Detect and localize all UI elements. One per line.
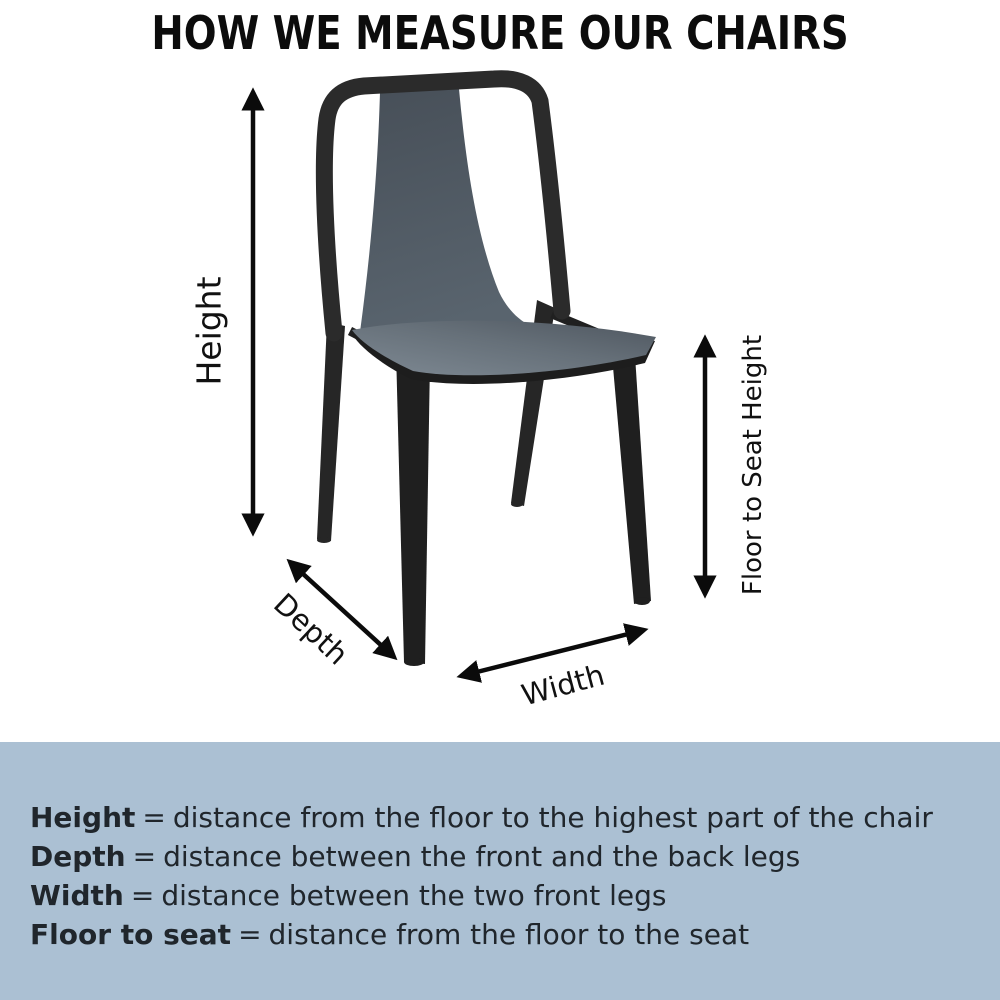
definition-row-height	[30, 798, 1000, 837]
chair-foot	[511, 501, 523, 507]
definition-term: Depth	[30, 840, 126, 873]
chair-illustration	[317, 79, 656, 666]
chair-leg-front-right	[610, 333, 651, 604]
width-arrow	[461, 630, 644, 676]
definition-text: distance from the floor to the seat	[268, 918, 750, 951]
definition-text: distance between the front and the back legs	[163, 840, 801, 873]
equals-sign: =	[238, 918, 262, 951]
chair-leg-front-left	[396, 350, 430, 664]
definition-term: Height	[30, 801, 136, 834]
definition-row-floor-to-seat	[30, 915, 1000, 954]
definition-text: distance from the floor to the highest part of the chair	[172, 801, 933, 834]
definition-text: distance between the two front legs	[161, 879, 667, 912]
equals-sign: =	[130, 879, 155, 912]
depth-label: Depth	[267, 586, 355, 672]
chair-foot	[404, 658, 424, 666]
page-title: HOW WE MEASURE OUR CHAIRS	[151, 6, 849, 60]
definition-term: Width	[30, 879, 124, 912]
width-label: Width	[517, 657, 609, 713]
chair-foot	[634, 597, 650, 605]
chair-back-panel	[360, 89, 562, 336]
definition-row-width	[30, 876, 1000, 915]
equals-sign: =	[142, 801, 166, 834]
chair-leg-back-left	[317, 322, 345, 541]
floor-to-seat-label: Floor to Seat Height	[738, 334, 768, 596]
definition-term: Floor to seat	[30, 918, 232, 951]
equals-sign: =	[132, 840, 157, 873]
definitions-panel	[0, 742, 1000, 1000]
chair-foot	[317, 537, 331, 543]
height-label: Height	[189, 276, 229, 386]
definition-row-depth	[30, 837, 1000, 876]
